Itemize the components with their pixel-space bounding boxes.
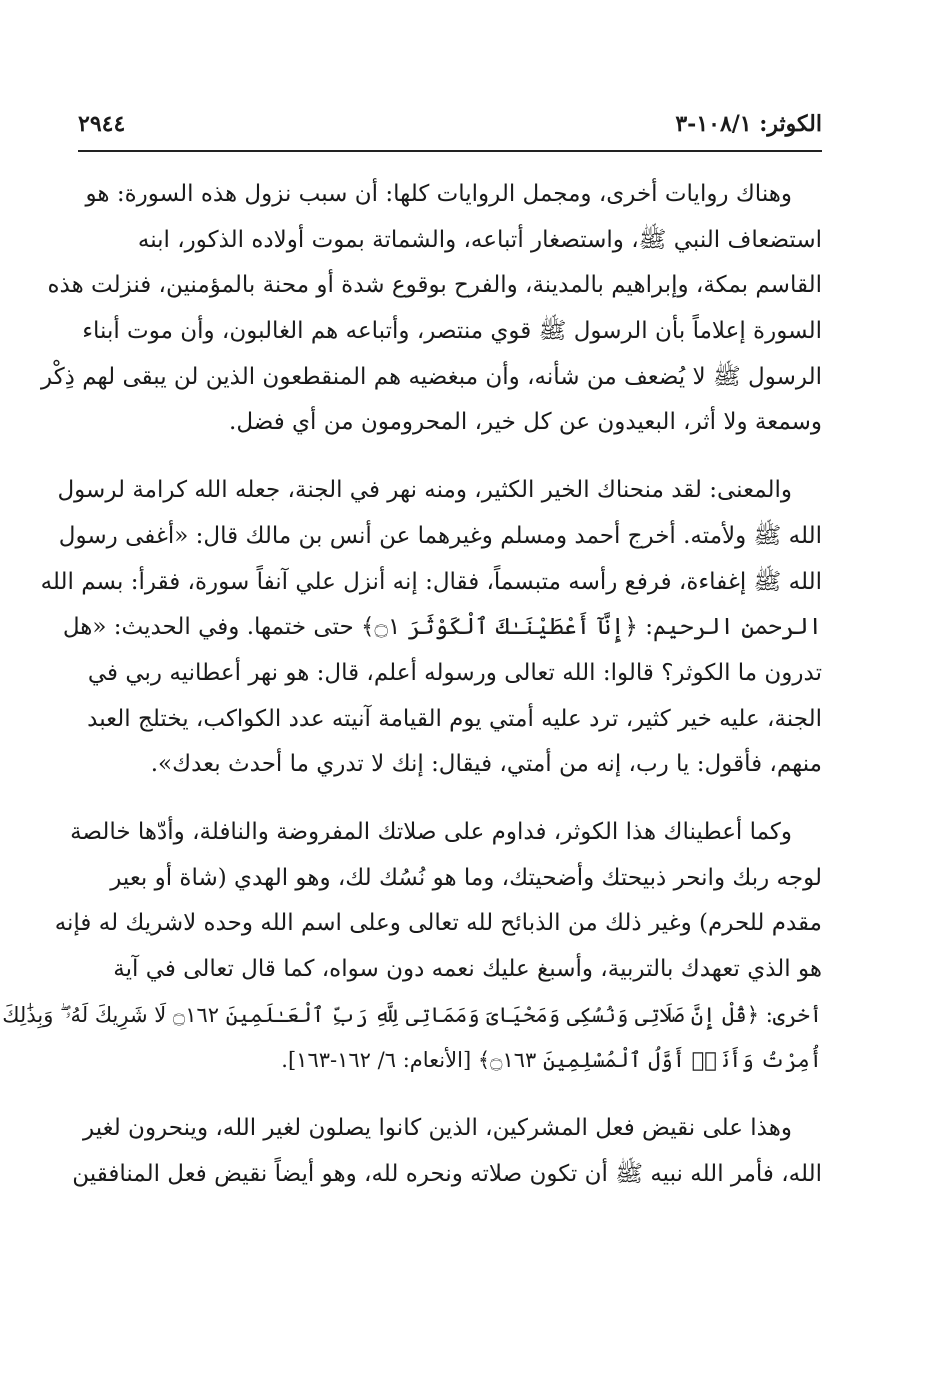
text-line: الرسول ﷺ لا يُضعف من شأنه، وأن مبغضيه هم المنقطعون الذين لن يبقى لهم ذِكْر bbox=[41, 363, 822, 390]
text-line: منهم، فأقول: يا رب، إنه من أمتي، فيقال: إنك لا تدري ما أحدث بعدك». bbox=[150, 751, 822, 778]
text-line: الرحمن الرحيم: ﴿إِنَّآ أَعْطَيْنَـٰكَ ٱلْكَوْثَرَ ۝١﴾ حتى ختمها. وفي الحديث: «هل bbox=[62, 614, 822, 641]
text-line: وكما أعطيناك هذا الكوثر، فداوم على صلاتك المفروضة والنافلة، وأدّها خالصة bbox=[70, 818, 792, 845]
text-line: الجنة، عليه خير كثير، ترد عليه أمتي يوم القيامة آنيته عدد الكواكب، يختلج العبد bbox=[87, 705, 822, 732]
page-header bbox=[78, 104, 822, 144]
surah-reference: الكوثر: ١٠٨/١-٣ bbox=[675, 111, 822, 137]
text-line: وهناك روايات أخرى، ومجمل الروايات كلها: أن سبب نزول هذه السورة: هو bbox=[85, 181, 792, 207]
page-number: ٢٩٤٤ bbox=[78, 111, 126, 137]
quran-verse-line: أخرى: ﴿قُلْ إِنَّ صَلَاتِى وَنُسُكِى وَمَحْيَاىَ وَمَمَاتِى لِلَّهِ رَبِّ ٱلْعَـٰلَمِينَ ۝١٦٢ لَا شَرِيكَ لَهُۥ ۖ وَبِذَٰلِكَ bbox=[2, 1002, 822, 1027]
text-line: وسمعة ولا أثر، البعيدون عن كل خير، المحرومون من أي فضل. bbox=[229, 409, 822, 436]
text-line: الله ﷺ إغفاءة، فرفع رأسه متبسماً، فقال: إنه أنزل علي آنفاً سورة، فقرأ: بسم الله bbox=[40, 568, 822, 595]
quran-verse-line: أُمِرْتُ وَأَنَا۠ أَوَّلُ ٱلْمُسْلِمِينَ ۝١٦٣﴾ [الأنعام: ٦/ ١٦٢-١٦٣]. bbox=[281, 1048, 822, 1073]
header-rule bbox=[78, 150, 822, 152]
text-line: هو الذي تعهدك بالتربية، وأسبغ عليك نعمه دون سواه، كما قال تعالى في آية bbox=[113, 956, 822, 982]
text-line: والمعنى: لقد منحناك الخير الكثير، ومنه نهر في الجنة، جعله الله كرامة لرسول bbox=[57, 477, 792, 504]
text-line: مقدم للحرم) وغير ذلك من الذبائح لله تعالى وعلى اسم الله وحده لاشريك له فإنه bbox=[54, 910, 822, 937]
text-line: لوجه ربك وانحر ذبيحتك وأضحيتك، وما هو نُسُك لك، وهو الهدي (شاة أو بعير bbox=[110, 864, 822, 891]
text-line: الله، فأمر الله نبيه ﷺ أن تكون صلاته ونحره لله، وهو أيضاً نقيض فعل المنافقين bbox=[72, 1160, 822, 1187]
paragraph-1 bbox=[41, 172, 822, 446]
text-line: تدرون ما الكوثر؟ قالوا: الله تعالى ورسوله أعلم، قال: هو نهر أعطانيه ربي في bbox=[87, 659, 822, 686]
paragraph-4 bbox=[72, 1106, 822, 1197]
page-body bbox=[2, 172, 822, 1219]
text-line: السورة إعلاماً بأن الرسول ﷺ قوي منتصر، وأتباعه هم الغالبون، وأن موت أبناء bbox=[82, 318, 822, 345]
text-line: القاسم بمكة، وإبراهيم بالمدينة، والفرح بوقوع شدة أو محنة بالمؤمنين، فنزلت هذه bbox=[47, 272, 822, 299]
text-line: وهذا على نقيض فعل المشركين، الذين كانوا يصلون لغير الله، وينحرون لغير bbox=[83, 1115, 792, 1142]
paragraph-2 bbox=[40, 468, 822, 788]
text-line: استضعاف النبي ﷺ، واستصغار أتباعه، والشماتة بموت أولاده الذكور، ابنه bbox=[137, 226, 822, 253]
text-line: الله ﷺ ولأمته. أخرج أحمد ومسلم وغيرهما عن أنس بن مالك قال: «أغفى رسول bbox=[58, 522, 822, 549]
paragraph-3 bbox=[2, 810, 822, 1084]
